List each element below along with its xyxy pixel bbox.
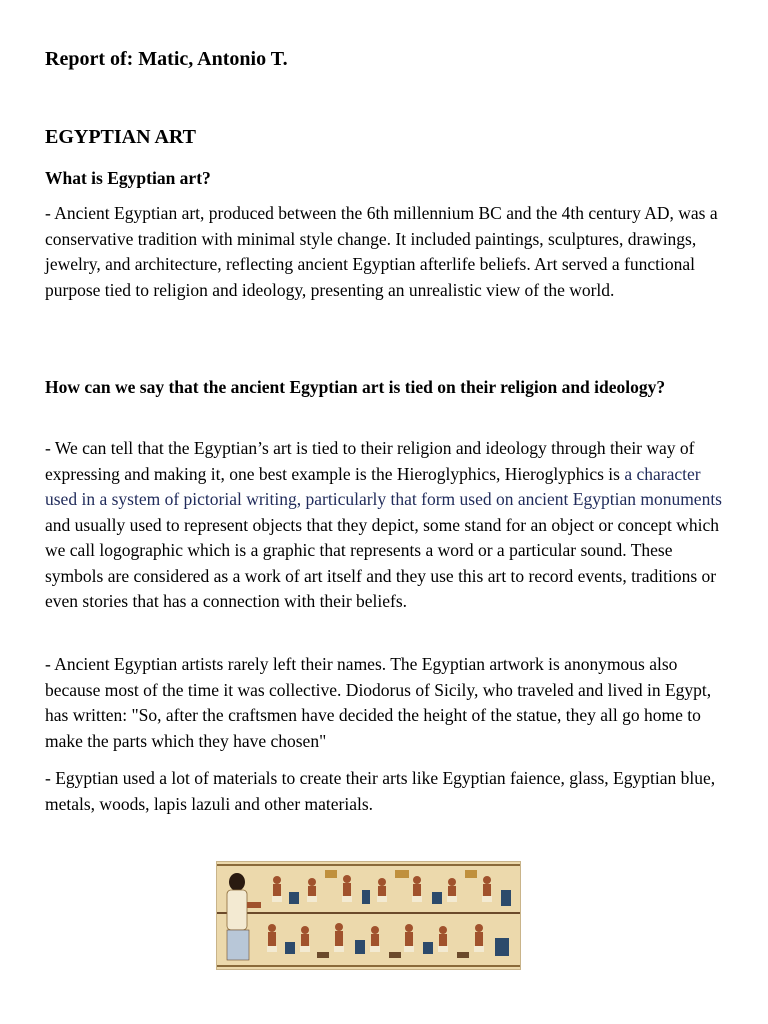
answer-paragraph-1: - Ancient Egyptian art, produced between the 6th millennium BC and the 4th century AD, was a conservative tradition with minimal style change. It included paintings, sculptures, drawings, jewelry, and architecture, reflecting ancient Egyptian afterlife beliefs. Art served a functional purpose tied to religion and ideology, presenting an unrealistic view of the world. (45, 203, 718, 300)
hieroglyphics-definition-link[interactable]: a character used in a system of pictorial writing, particularly that form used on ancient Egyptian monuments (45, 463, 722, 509)
egyptian-mural-image (216, 861, 521, 970)
section-title: EGYPTIAN ART (45, 126, 196, 148)
mural-illustration (217, 862, 520, 969)
answer-text-start: - We can tell that the Egyptian’s art is tied to their religion and ideology through their way of expressing and making it, one best example is the Hieroglyphics, Hieroglyphics is (45, 438, 695, 484)
answer-text-end: and usually used to represent objects that they depict, some stand for an object or concept which we call logographic which is a graphic that represents a word or a particular sound. These symbols are considered as a work of art itself and they use this art to record events, traditions or even stories that has a connection with their beliefs. (45, 514, 720, 611)
anonymous-artists-paragraph: - Ancient Egyptian artists rarely left their names. The Egyptian artwork is anonymous also because most of the time it was collective. Diodorus of Sicily, who traveled and lived in Egypt, has written: "So, after the craftsmen have decided the height of the statue, they all go home to make the parts which they have chosen" (45, 654, 712, 751)
question-religion-ideology: How can we say that the ancient Egyptian art is tied on their religion and ideology? (45, 377, 666, 397)
answer-paragraph-2 (45, 436, 735, 615)
question-what-is-egyptian-art: What is Egyptian art? (45, 168, 211, 188)
report-title: Report of: Matic, Antonio T. (45, 48, 288, 70)
materials-paragraph: - Egyptian used a lot of materials to create their arts like Egyptian faience, glass, Egyptian blue, metals, woods, lapis lazuli and other materials. (45, 768, 716, 814)
